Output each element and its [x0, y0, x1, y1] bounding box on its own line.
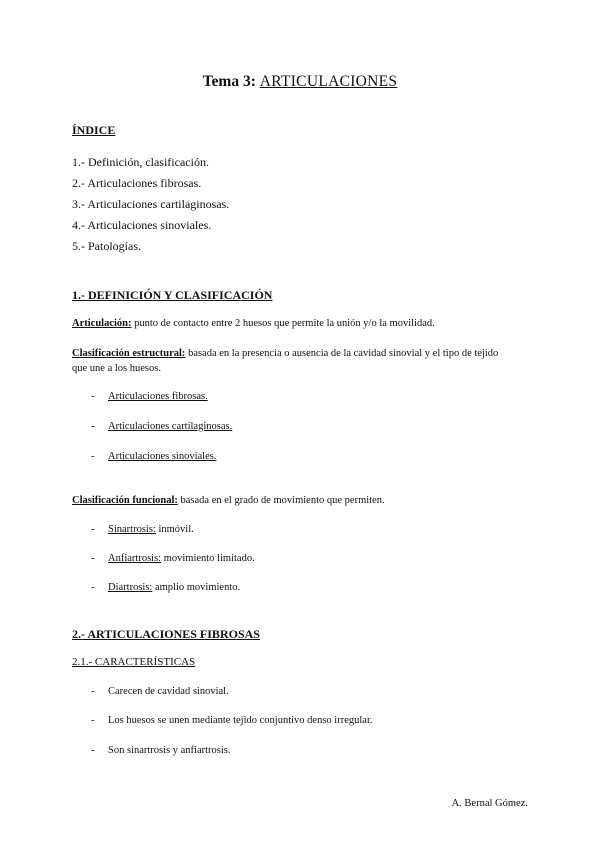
- section2-subheading: 2.1.- CARACTERÍSTICAS: [72, 656, 196, 668]
- bullet-dash: -: [91, 451, 95, 462]
- funcional-item: [108, 582, 240, 593]
- estructural-definition: [72, 348, 498, 359]
- document-title: [0, 73, 600, 91]
- title-prefix: Tema 3:: [202, 73, 260, 90]
- articulacion-term: Articulación:: [72, 318, 132, 329]
- estructural-text: basada en la presencia o ausencia de la cavidad sinovial y el tipo de tejido: [185, 348, 499, 359]
- section2-item: Los huesos se unen mediante tejido conjuntivo denso irregular.: [108, 715, 373, 726]
- bullet-dash: -: [91, 715, 95, 726]
- section2-item: Carecen de cavidad sinovial.: [108, 686, 229, 697]
- index-item: 5.- Patologías.: [72, 239, 141, 253]
- funcional-item: [108, 524, 194, 535]
- estructural-item: Articulaciones cartilaginosas.: [108, 421, 233, 432]
- funcional-item-text: movimiento limitado.: [161, 553, 255, 564]
- section2-heading: 2.- ARTICULACIONES FIBROSAS: [72, 627, 260, 641]
- bullet-dash: -: [91, 686, 95, 697]
- index-item: 2.- Articulaciones fibrosas.: [72, 176, 202, 190]
- funcional-item-term: Sinartrosis:: [108, 524, 156, 535]
- funcional-item-term: Diartrosis:: [108, 582, 153, 593]
- bullet-dash: -: [91, 582, 95, 593]
- bullet-dash: -: [91, 745, 95, 756]
- funcional-term: Clasificación funcional:: [72, 495, 178, 506]
- funcional-item: [108, 553, 255, 564]
- funcional-definition: [72, 495, 385, 506]
- funcional-item-text: inmóvil.: [155, 524, 194, 535]
- bullet-dash: -: [91, 524, 95, 535]
- articulacion-definition: [72, 318, 435, 329]
- estructural-text-continued: que une a los huesos.: [72, 363, 161, 374]
- articulacion-text: punto de contacto entre 2 huesos que permite la unión y/o la movilidad.: [131, 318, 435, 329]
- funcional-item-text: amplio movimiento.: [152, 582, 241, 593]
- index-heading: ÍNDICE: [72, 123, 116, 137]
- page-footer-author: A. Bernal Gómez.: [451, 798, 528, 809]
- funcional-item-term: Anfiartrosis:: [108, 553, 162, 564]
- section1-heading: 1.- DEFINICIÓN Y CLASIFICACIÓN: [72, 288, 273, 302]
- index-item: 1.- Definición, clasificación.: [72, 155, 209, 169]
- funcional-text: basada en el grado de movimiento que permiten.: [177, 495, 385, 506]
- index-item: 3.- Articulaciones cartilaginosas.: [72, 197, 230, 211]
- title-main: ARTICULACIONES: [259, 73, 398, 90]
- bullet-dash: -: [91, 553, 95, 564]
- estructural-item: Articulaciones sinoviales.: [108, 451, 217, 462]
- index-item: 4.- Articulaciones sinoviales.: [72, 218, 212, 232]
- estructural-term: Clasificación estructural:: [72, 348, 186, 359]
- estructural-item: Articulaciones fibrosas.: [108, 391, 208, 402]
- bullet-dash: -: [91, 421, 95, 432]
- bullet-dash: -: [91, 391, 95, 402]
- section2-item: Son sinartrosis y anfiartrosis.: [108, 745, 231, 756]
